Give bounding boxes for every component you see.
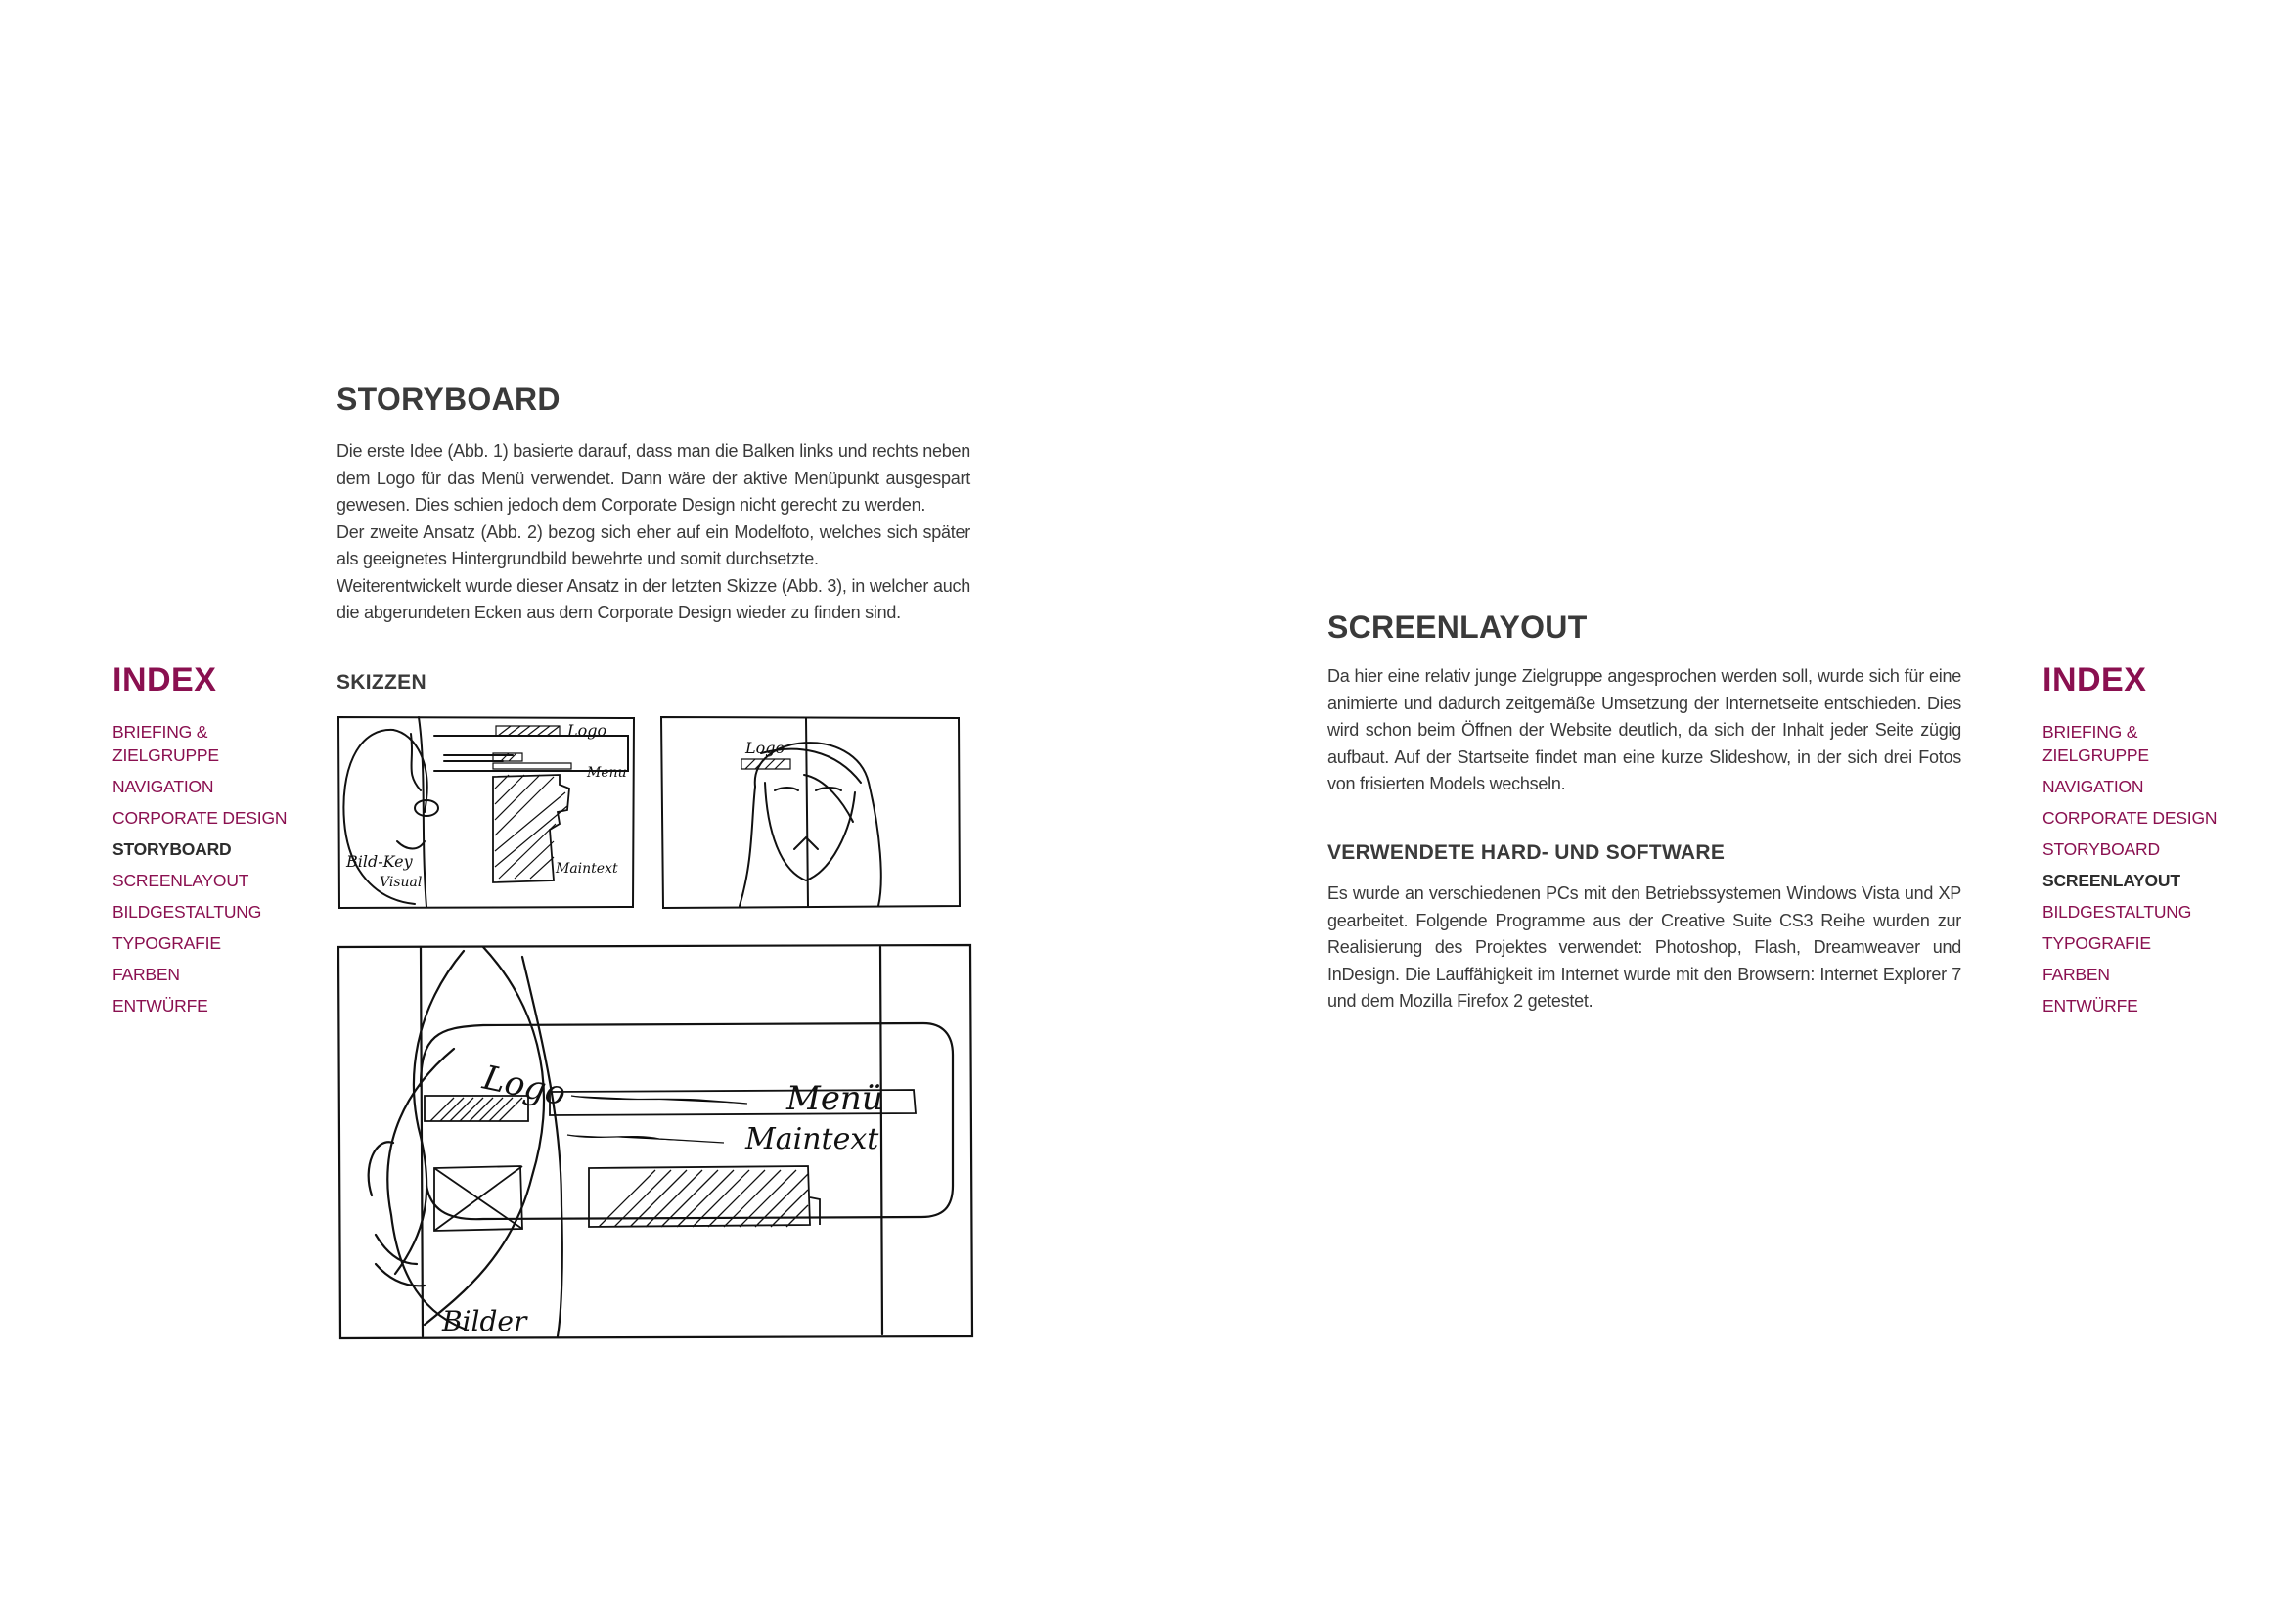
- sketch-1-menu-label: Menu: [587, 765, 627, 781]
- index-title: INDEX: [112, 661, 217, 699]
- index-item-typografie[interactable]: TYPOGRAFIE: [2042, 933, 2151, 953]
- index-item-briefing[interactable]: BRIEFING & ZIELGRUPPE: [112, 722, 219, 765]
- index-item-farben[interactable]: FARBEN: [2042, 965, 2110, 984]
- index-right: [2042, 661, 2277, 1025]
- index-item-entwuerfe[interactable]: ENTWÜRFE: [2042, 996, 2138, 1015]
- sketch-3-logo-label: Logo: [479, 1058, 569, 1114]
- storyboard-paragraph-1: Die erste Idee (Abb. 1) basierte darauf, dass man die Balken links und rechts neben dem Logo für das Menü verwendet. Dann wäre der aktive Menüpunkt ausgespart gewesen. Dies schien jedoch dem Corporate Design nicht gerecht zu werden.: [337, 441, 970, 515]
- sketch-1-logo-label: Logo: [567, 721, 607, 740]
- sketch-3-image: [337, 941, 992, 1348]
- index-item-storyboard[interactable]: STORYBOARD: [2042, 839, 2160, 859]
- index-item-navigation[interactable]: NAVIGATION: [112, 777, 214, 796]
- sketch-1-visual-label: Visual: [380, 875, 423, 890]
- storyboard-heading: STORYBOARD: [337, 382, 561, 417]
- storyboard-text: [337, 438, 970, 627]
- index-list: [2042, 720, 2277, 1017]
- index-item-farben[interactable]: FARBEN: [112, 965, 180, 984]
- sketch-3-menu-label: Menü: [786, 1079, 883, 1118]
- sketch-1-bild-label: Bild-Key: [346, 852, 413, 871]
- sketch-2-image: [659, 714, 963, 910]
- index-title: INDEX: [2042, 661, 2147, 699]
- screenlayout-heading: SCREENLAYOUT: [1327, 609, 1588, 645]
- skizzen-heading: SKIZZEN: [337, 671, 426, 694]
- index-item-briefing[interactable]: BRIEFING & ZIELGRUPPE: [2042, 722, 2149, 765]
- hardware-software-paragraph: Es wurde an verschiedenen PCs mit den Betriebssystemen Windows Vista und XP gearbeitet. Folgende Programme aus der Creative Suite CS3 Reihe wurden zur Realisierung des Projektes verwendet: Photoshop, Flash, Dreamweaver und InDesign. Die Lauffähigkeit im Internet wurde mit den Browsern: Internet Explorer 7 und dem Mozilla Firefox 2 getestet.: [1327, 883, 1961, 1011]
- index-item-bildgestaltung[interactable]: BILDGESTALTUNG: [2042, 902, 2192, 922]
- index-item-entwuerfe[interactable]: ENTWÜRFE: [112, 996, 208, 1015]
- sketch-3-bilder-label: Bilder: [442, 1305, 527, 1337]
- storyboard-paragraph-3: Weiterentwickelt wurde dieser Ansatz in der letzten Skizze (Abb. 3), in welcher auch die abgerundeten Ecken aus dem Corporate Design wieder zu finden sind.: [337, 575, 970, 622]
- storyboard-paragraph-2: Der zweite Ansatz (Abb. 2) bezog sich eher auf ein Modelfoto, welches sich später als geeignetes Hintergrundbild bewehrte und somit durchsetzte.: [337, 521, 970, 568]
- index-item-navigation[interactable]: NAVIGATION: [2042, 777, 2144, 796]
- index-item-storyboard[interactable]: STORYBOARD: [112, 839, 232, 859]
- sketch-1-image: [337, 714, 636, 910]
- screenlayout-paragraph: Da hier eine relativ junge Zielgruppe angesprochen werden soll, wurde sich für eine animierte und dadurch zeitgemäße Umsetzung der Internetseite entschieden. Dies wird schon beim Öffnen der Website deutlich, da sich der Inhalt jeder Seite zügig aufbaut. Auf der Startseite findet man eine kurze Slideshow, in der sich drei Fotos von frisierten Models wechseln.: [1327, 666, 1961, 793]
- index-left: [112, 661, 347, 1025]
- index-item-corporate-design[interactable]: CORPORATE DESIGN: [112, 808, 288, 828]
- sketch-1-maintext-label: Maintext: [556, 861, 618, 877]
- index-item-typografie[interactable]: TYPOGRAFIE: [112, 933, 221, 953]
- index-item-screenlayout[interactable]: SCREENLAYOUT: [112, 871, 249, 890]
- index-item-bildgestaltung[interactable]: BILDGESTALTUNG: [112, 902, 262, 922]
- index-item-screenlayout[interactable]: SCREENLAYOUT: [2042, 871, 2180, 890]
- index-item-corporate-design[interactable]: CORPORATE DESIGN: [2042, 808, 2218, 828]
- sketch-3-maintext-label: Maintext: [745, 1122, 879, 1156]
- sketch-2-logo-label: Logo: [745, 739, 785, 757]
- index-list: [112, 720, 347, 1017]
- hardware-software-heading: VERWENDETE HARD- UND SOFTWARE: [1327, 841, 1726, 864]
